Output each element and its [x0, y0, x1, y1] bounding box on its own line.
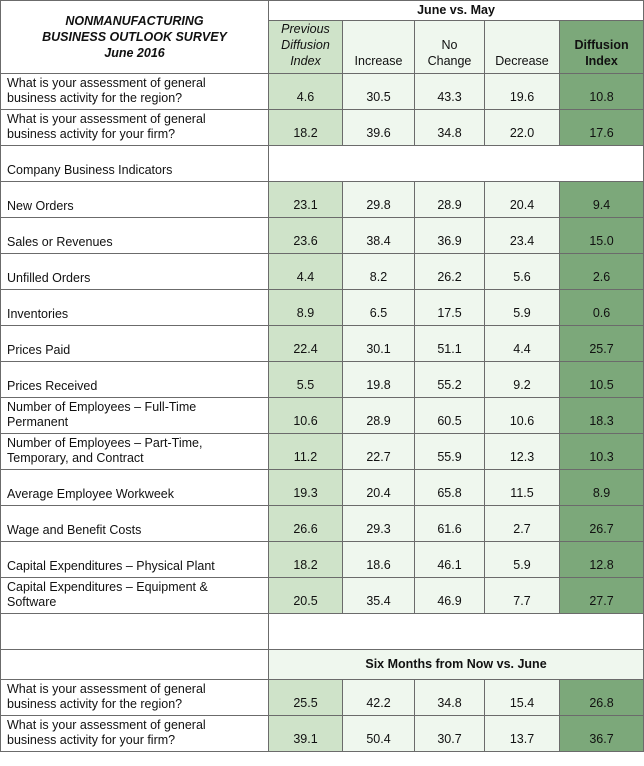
row-label [1, 542, 269, 578]
text-line: What is your assessment of general [7, 682, 206, 696]
increase-cell: 38.4 [343, 218, 415, 254]
text-line: No [441, 38, 458, 52]
previous-index-cell: 4.4 [269, 254, 343, 290]
no-change-cell: 55.9 [415, 434, 485, 470]
column-header-decrease: Decrease [485, 21, 560, 74]
indicators-heading-blank [269, 146, 644, 182]
no-change-cell: 34.8 [415, 110, 485, 146]
previous-index-cell: 23.1 [269, 182, 343, 218]
table-row [1, 716, 644, 752]
row-label [1, 434, 269, 470]
table-row [1, 470, 644, 506]
row-label [1, 506, 269, 542]
text-line: Capital Expenditures – Physical Plant [7, 559, 215, 573]
decrease-cell: 7.7 [485, 578, 560, 614]
diffusion-index-cell: 36.7 [560, 716, 644, 752]
text-line: business activity for your firm? [7, 733, 176, 747]
table-row [1, 398, 644, 434]
previous-index-cell: 8.9 [269, 290, 343, 326]
row-label [1, 74, 269, 110]
diffusion-index-cell: 27.7 [560, 578, 644, 614]
row-label [1, 218, 269, 254]
text-line: business activity for the region? [7, 697, 183, 711]
column-header-no-change [415, 21, 485, 74]
diffusion-index-cell: 15.0 [560, 218, 644, 254]
increase-cell: 39.6 [343, 110, 415, 146]
decrease-cell: 19.6 [485, 74, 560, 110]
increase-cell: 29.8 [343, 182, 415, 218]
table-row [1, 680, 644, 716]
no-change-cell: 26.2 [415, 254, 485, 290]
text-line: Temporary, and Contract [7, 451, 144, 465]
row-label [1, 362, 269, 398]
table-row [1, 254, 644, 290]
increase-cell: 19.8 [343, 362, 415, 398]
increase-cell: 20.4 [343, 470, 415, 506]
no-change-cell: 55.2 [415, 362, 485, 398]
diffusion-index-cell: 18.3 [560, 398, 644, 434]
section2-header-blank [1, 650, 269, 680]
text-line: Average Employee Workweek [7, 487, 174, 501]
table-row [1, 362, 644, 398]
previous-index-cell: 20.5 [269, 578, 343, 614]
diffusion-index-cell: 0.6 [560, 290, 644, 326]
text-line: Number of Employees – Part-Time, [7, 436, 203, 450]
text-line: What is your assessment of general [7, 112, 206, 126]
previous-index-cell: 25.5 [269, 680, 343, 716]
no-change-cell: 46.1 [415, 542, 485, 578]
text-line: What is your assessment of general [7, 718, 206, 732]
indicators-heading-row [1, 146, 644, 182]
table-row [1, 506, 644, 542]
increase-cell: 50.4 [343, 716, 415, 752]
previous-index-cell: 23.6 [269, 218, 343, 254]
decrease-cell: 5.9 [485, 290, 560, 326]
row-label [1, 326, 269, 362]
decrease-cell: 22.0 [485, 110, 560, 146]
increase-cell: 28.9 [343, 398, 415, 434]
no-change-cell: 30.7 [415, 716, 485, 752]
table-row [1, 434, 644, 470]
section-header-six-months: Six Months from Now vs. June [269, 650, 644, 680]
text-line: Permanent [7, 415, 69, 429]
row-label [1, 398, 269, 434]
decrease-cell: 9.2 [485, 362, 560, 398]
decrease-cell: 15.4 [485, 680, 560, 716]
table-row [1, 326, 644, 362]
table-row [1, 290, 644, 326]
no-change-cell: 36.9 [415, 218, 485, 254]
survey-title [1, 1, 269, 74]
text-line: Previous [281, 22, 330, 36]
no-change-cell: 46.9 [415, 578, 485, 614]
text-line: Unfilled Orders [7, 271, 91, 285]
text-line: Number of Employees – Full-Time [7, 400, 197, 414]
text-line: What is your assessment of general [7, 76, 206, 90]
table-row [1, 218, 644, 254]
increase-cell: 42.2 [343, 680, 415, 716]
previous-index-cell: 18.2 [269, 110, 343, 146]
table-row [1, 542, 644, 578]
diffusion-index-cell: 9.4 [560, 182, 644, 218]
increase-cell: 6.5 [343, 290, 415, 326]
row-label [1, 290, 269, 326]
spacer-cell [269, 614, 644, 650]
row-label [1, 680, 269, 716]
text-line: Prices Paid [7, 343, 71, 357]
no-change-cell: 65.8 [415, 470, 485, 506]
text-line: business activity for your firm? [7, 127, 176, 141]
text-line: Capital Expenditures – Equipment & [7, 580, 208, 594]
text-line: June 2016 [104, 46, 165, 60]
increase-cell: 8.2 [343, 254, 415, 290]
column-header-increase: Increase [343, 21, 415, 74]
row-label [1, 470, 269, 506]
increase-cell: 18.6 [343, 542, 415, 578]
diffusion-index-cell: 12.8 [560, 542, 644, 578]
table-row [1, 110, 644, 146]
text-line: New Orders [7, 199, 74, 213]
no-change-cell: 60.5 [415, 398, 485, 434]
previous-index-cell: 26.6 [269, 506, 343, 542]
decrease-cell: 11.5 [485, 470, 560, 506]
no-change-cell: 61.6 [415, 506, 485, 542]
diffusion-index-cell: 26.7 [560, 506, 644, 542]
previous-index-cell: 11.2 [269, 434, 343, 470]
previous-index-cell: 18.2 [269, 542, 343, 578]
diffusion-index-cell: 17.6 [560, 110, 644, 146]
decrease-cell: 12.3 [485, 434, 560, 470]
previous-index-cell: 39.1 [269, 716, 343, 752]
text-line: Sales or Revenues [7, 235, 113, 249]
diffusion-index-cell: 25.7 [560, 326, 644, 362]
row-label [1, 578, 269, 614]
decrease-cell: 4.4 [485, 326, 560, 362]
column-header-diffusion-index [560, 21, 644, 74]
spacer-cell [1, 614, 269, 650]
increase-cell: 30.5 [343, 74, 415, 110]
diffusion-index-cell: 2.6 [560, 254, 644, 290]
diffusion-index-cell: 10.8 [560, 74, 644, 110]
diffusion-index-cell: 8.9 [560, 470, 644, 506]
previous-index-cell: 19.3 [269, 470, 343, 506]
increase-cell: 35.4 [343, 578, 415, 614]
text-line: Diffusion [574, 38, 629, 52]
decrease-cell: 5.6 [485, 254, 560, 290]
decrease-cell: 20.4 [485, 182, 560, 218]
no-change-cell: 43.3 [415, 74, 485, 110]
no-change-cell: 28.9 [415, 182, 485, 218]
row-label [1, 110, 269, 146]
text-line: Change [427, 54, 472, 68]
text-line: Inventories [7, 307, 69, 321]
text-line: Prices Received [7, 379, 98, 393]
column-header-previous-diffusion-index [269, 21, 343, 74]
increase-cell: 29.3 [343, 506, 415, 542]
diffusion-index-cell: 10.5 [560, 362, 644, 398]
survey-table-body [1, 1, 644, 752]
row-label [1, 182, 269, 218]
decrease-cell: 23.4 [485, 218, 560, 254]
text-line: business activity for the region? [7, 91, 183, 105]
no-change-cell: 34.8 [415, 680, 485, 716]
increase-cell: 22.7 [343, 434, 415, 470]
row-label [1, 254, 269, 290]
section2-header-row [1, 650, 644, 680]
decrease-cell: 13.7 [485, 716, 560, 752]
previous-index-cell: 22.4 [269, 326, 343, 362]
row-label [1, 716, 269, 752]
text-line: Wage and Benefit Costs [7, 523, 142, 537]
previous-index-cell: 5.5 [269, 362, 343, 398]
text-line: Software [7, 595, 57, 609]
table-row [1, 578, 644, 614]
text-line: Index [585, 54, 618, 68]
diffusion-index-cell: 26.8 [560, 680, 644, 716]
decrease-cell: 2.7 [485, 506, 560, 542]
text-line: Diffusion [281, 38, 330, 52]
increase-cell: 30.1 [343, 326, 415, 362]
text-line: NONMANUFACTURING [65, 14, 204, 28]
section-header-june-vs-may: June vs. May [269, 1, 644, 21]
spacer-row [1, 614, 644, 650]
no-change-cell: 17.5 [415, 290, 485, 326]
table-row [1, 182, 644, 218]
previous-index-cell: 4.6 [269, 74, 343, 110]
decrease-cell: 10.6 [485, 398, 560, 434]
header-row [1, 1, 644, 21]
indicators-heading: Company Business Indicators [1, 146, 269, 182]
diffusion-index-cell: 10.3 [560, 434, 644, 470]
no-change-cell: 51.1 [415, 326, 485, 362]
text-line: Index [290, 54, 321, 68]
decrease-cell: 5.9 [485, 542, 560, 578]
previous-index-cell: 10.6 [269, 398, 343, 434]
text-line: BUSINESS OUTLOOK SURVEY [42, 30, 227, 44]
table-row [1, 74, 644, 110]
